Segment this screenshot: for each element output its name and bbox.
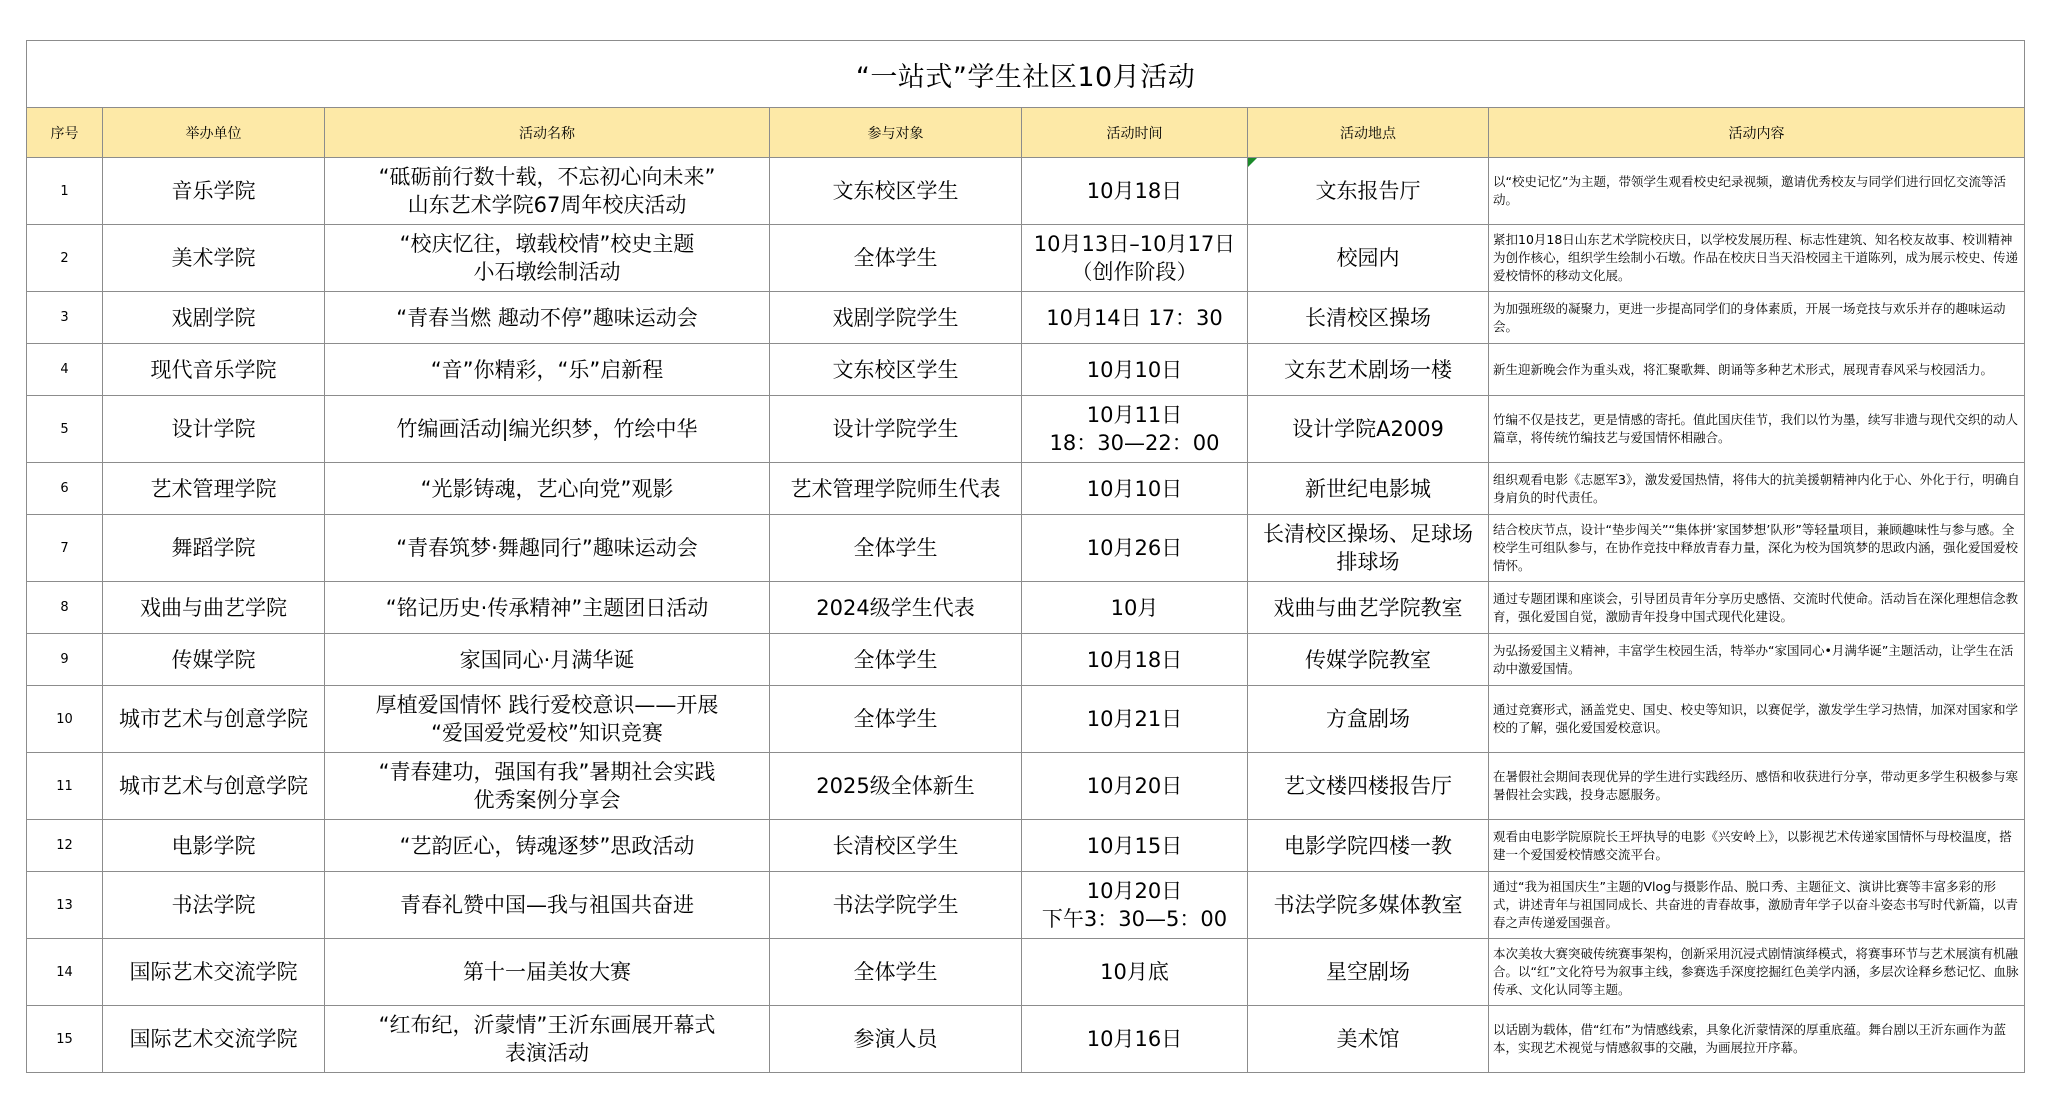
cell-time	[1022, 582, 1248, 634]
table-row	[27, 292, 2025, 344]
cell-content-text: 竹编不仅是技艺，更是情感的寄托。值此国庆佳节，我们以竹为墨，续写非遗与现代交织的动人篇章，将传统竹编技艺与爱国情怀相融合。	[1493, 412, 2019, 445]
table-row	[27, 753, 2025, 820]
cell-time-text: 10月18日	[1086, 647, 1183, 672]
cell-audience	[770, 939, 1022, 1006]
cell-seq	[27, 396, 103, 463]
cell-audience-text: 文东校区学生	[832, 357, 959, 382]
cell-audience	[770, 225, 1022, 292]
cell-time-text: 10月20日 下午3：30—5：00	[1041, 879, 1228, 931]
cell-name	[325, 515, 770, 582]
cell-location-text: 美术馆	[1336, 1027, 1400, 1051]
cell-seq-text: 3	[60, 310, 69, 325]
cell-time-text: 10月10日	[1086, 357, 1183, 382]
cell-audience-text: 全体学生	[853, 647, 938, 672]
table-row	[27, 582, 2025, 634]
cell-name-text: “校庆忆往，墩载校情”校史主题 小石墩绘制活动	[399, 232, 695, 284]
cell-content	[1489, 939, 2025, 1006]
cell-location-text: 文东艺术剧场一楼	[1284, 357, 1452, 382]
cell-audience	[770, 634, 1022, 686]
cell-location	[1248, 292, 1489, 344]
cell-location	[1248, 225, 1489, 292]
cell-org	[103, 686, 325, 753]
cell-org-text: 戏剧学院	[171, 305, 256, 330]
table-row	[27, 939, 2025, 1006]
cell-seq-text: 11	[56, 778, 73, 794]
cell-seq-text: 13	[56, 897, 73, 913]
table-row	[27, 396, 2025, 463]
cell-location-text: 长清校区操场、足球场 排球场	[1263, 522, 1473, 574]
cell-seq-text: 1	[60, 183, 69, 199]
cell-location-text: 戏曲与曲艺学院教室	[1273, 595, 1463, 620]
cell-name-text: “铭记历史·传承精神”主题团日活动	[385, 595, 709, 620]
cell-content	[1489, 158, 2025, 225]
cell-time	[1022, 753, 1248, 820]
cell-seq	[27, 158, 103, 225]
cell-content-text: 结合校庆节点，设计“垫步闯关”“集体拼‘家国梦想’队形”等轻量项目，兼顾趣味性与参与感。全校学生可组队参与，在协作竞技中释放青春力量，深化为校为国筑梦的思政内涵，强化爱国爱校情怀。	[1493, 522, 2019, 573]
cell-location	[1248, 753, 1489, 820]
table-row	[27, 686, 2025, 753]
cell-audience	[770, 1006, 1022, 1073]
cell-org	[103, 872, 325, 939]
cell-seq-text: 7	[60, 540, 69, 556]
cell-name	[325, 582, 770, 634]
cell-org-text: 城市艺术与创意学院	[119, 707, 308, 731]
cell-content-text: 紧扣10月18日山东艺术学院校庆日，以学校发展历程、标志性建筑、知名校友故事、校训精神为创作核心，组织学生绘制小石墩。作品在校庆日当天沿校园主干道陈列，成为展示校史、传递爱校情怀的移动文化展。	[1493, 232, 2019, 283]
cell-time	[1022, 872, 1248, 939]
cell-org	[103, 939, 325, 1006]
cell-time	[1022, 1006, 1248, 1073]
cell-seq-text: 15	[56, 1031, 73, 1047]
cell-location	[1248, 515, 1489, 582]
cell-audience	[770, 820, 1022, 872]
cell-name-text: “光影铸魂，艺心向党”观影	[420, 476, 674, 501]
cell-content-text: 为加强班级的凝聚力，更进一步提高同学们的身体素质，开展一场竞技与欢乐并存的趣味运动会。	[1493, 300, 2006, 334]
cell-audience	[770, 344, 1022, 396]
cell-content	[1489, 344, 2025, 396]
cell-audience	[770, 396, 1022, 463]
cell-time-text: 10月13日–10月17日 （创作阶段）	[1033, 232, 1236, 284]
cell-org	[103, 753, 325, 820]
cell-seq	[27, 634, 103, 686]
cell-seq	[27, 463, 103, 515]
cell-location-text: 校园内	[1336, 246, 1400, 270]
cell-time	[1022, 158, 1248, 225]
cell-time-text: 10月21日	[1086, 707, 1183, 731]
cell-content	[1489, 463, 2025, 515]
cell-org-text: 城市艺术与创意学院	[119, 774, 308, 798]
header-location: 活动地点	[1248, 108, 1489, 158]
cell-org-text: 书法学院	[171, 893, 256, 917]
table-row	[27, 344, 2025, 396]
cell-name-text: “青春建功，强国有我”暑期社会实践 优秀案例分享会	[378, 760, 716, 812]
cell-location-text: 电影学院四楼一教	[1284, 833, 1452, 858]
cell-time	[1022, 396, 1248, 463]
activity-table	[26, 40, 2025, 1073]
cell-content-text: 组织观看电影《志愿军3》，激发爱国热情，将伟大的抗美援朝精神内化于心、外化于行，明确自身肩负的时代责任。	[1493, 471, 2020, 505]
cell-content	[1489, 225, 2025, 292]
cell-time-text: 10月20日	[1086, 774, 1183, 798]
cell-content-text: 观看由电影学院原院长王坪执导的电影《兴安岭上》，以影视艺术传递家国情怀与母校温度，搭建一个爱国爱校情感交流平台。	[1493, 828, 2012, 862]
cell-location	[1248, 582, 1489, 634]
table-row	[27, 225, 2025, 292]
cell-content	[1489, 634, 2025, 686]
cell-name-text: 家国同心·月满华诞	[459, 647, 635, 672]
cell-name	[325, 225, 770, 292]
cell-org	[103, 463, 325, 515]
cell-name	[325, 686, 770, 753]
cell-name	[325, 753, 770, 820]
cell-org	[103, 634, 325, 686]
cell-name-text: 青春礼赞中国—我与祖国共奋进	[400, 893, 694, 917]
cell-org-text: 舞蹈学院	[171, 536, 256, 560]
cell-audience	[770, 463, 1022, 515]
cell-audience-text: 参演人员	[853, 1027, 938, 1051]
cell-time-text: 10月10日	[1086, 476, 1183, 501]
cell-seq	[27, 872, 103, 939]
cell-content	[1489, 515, 2025, 582]
cell-audience-text: 书法学院学生	[832, 893, 959, 917]
cell-time	[1022, 292, 1248, 344]
cell-seq-text: 12	[56, 838, 73, 853]
cell-content-text: 在暑假社会期间表现优异的学生进行实践经历、感悟和收获进行分享，带动更多学生积极参与寒暑假社会实践，投身志愿服务。	[1493, 769, 2019, 802]
cell-org-text: 国际艺术交流学院	[129, 1027, 298, 1051]
cell-name	[325, 158, 770, 225]
cell-audience-text: 全体学生	[853, 536, 938, 560]
cell-content-text: 以话剧为载体，借“红布”为情感线索，具象化沂蒙情深的厚重底蕴。舞台剧以王沂东画作为蓝本，实现艺术视觉与情感叙事的交融，为画展拉开序幕。	[1493, 1022, 2006, 1055]
cell-seq	[27, 939, 103, 1006]
cell-org-text: 戏曲与曲艺学院	[140, 595, 287, 620]
cell-content-text: 本次美妆大赛突破传统赛事架构，创新采用沉浸式剧情演绎模式，将赛事环节与艺术展演有机融合。以“红”文化符号为叙事主线，参赛选手深度挖掘红色美学内涵，多层次诠释乡愁记忆、血脉传承、文化认同等主题。	[1493, 946, 2019, 997]
cell-location-text: 星空剧场	[1326, 960, 1410, 984]
cell-name-text: “砥砺前行数十载，不忘初心向未来” 山东艺术学院67周年校庆活动	[378, 165, 716, 217]
cell-time	[1022, 686, 1248, 753]
cell-org	[103, 225, 325, 292]
cell-content-text: 为弘扬爱国主义精神，丰富学生校园生活，特举办“家国同心•月满华诞”主题活动，让学生在活动中激爱国情。	[1493, 642, 2014, 676]
cell-time-text: 10月26日	[1086, 536, 1183, 560]
cell-org-text: 艺术管理学院	[150, 476, 277, 501]
table-row	[27, 820, 2025, 872]
cell-seq-text: 2	[60, 250, 69, 266]
cell-location	[1248, 820, 1489, 872]
cell-location	[1248, 158, 1489, 225]
cell-org-text: 传媒学院	[171, 647, 256, 672]
cell-audience-text: 全体学生	[853, 707, 938, 731]
cell-time-text: 10月11日 18：30—22：00	[1049, 403, 1220, 455]
cell-content-text: 通过“我为祖国庆生”主题的Vlog与摄影作品、脱口秀、主题征文、演讲比赛等丰富多彩的形式，讲述青年与祖国同成长、共奋进的青春故事，激励青年学子以奋斗姿态书写时代新篇，以青春之声传递爱国强音。	[1493, 879, 2019, 930]
cell-name	[325, 820, 770, 872]
cell-location-text: 书法学院多媒体教室	[1273, 893, 1463, 917]
cell-seq-text: 14	[56, 964, 73, 980]
header-time: 活动时间	[1022, 108, 1248, 158]
cell-org-text: 现代音乐学院	[150, 357, 277, 382]
cell-audience-text: 设计学院学生	[832, 417, 959, 441]
cell-time-text: 10月18日	[1086, 179, 1183, 203]
cell-audience	[770, 158, 1022, 225]
cell-location-text: 艺文楼四楼报告厅	[1284, 774, 1452, 798]
cell-name	[325, 463, 770, 515]
cell-location	[1248, 939, 1489, 1006]
cell-name	[325, 872, 770, 939]
cell-seq	[27, 582, 103, 634]
cell-content	[1489, 1006, 2025, 1073]
cell-content-text: 新生迎新晚会作为重头戏，将汇聚歌舞、朗诵等多种艺术形式，展现青春风采与校园活力。	[1493, 361, 1994, 377]
cell-seq	[27, 344, 103, 396]
comment-marker-icon	[1248, 158, 1257, 167]
cell-audience	[770, 753, 1022, 820]
cell-time	[1022, 820, 1248, 872]
cell-seq-text: 5	[60, 421, 69, 437]
cell-time	[1022, 344, 1248, 396]
table-row	[27, 1006, 2025, 1073]
cell-name-text: “红布纪，沂蒙情”王沂东画展开幕式 表演活动	[378, 1013, 716, 1065]
cell-audience	[770, 582, 1022, 634]
cell-audience	[770, 515, 1022, 582]
cell-seq	[27, 515, 103, 582]
cell-time	[1022, 939, 1248, 1006]
cell-org	[103, 820, 325, 872]
cell-name	[325, 292, 770, 344]
cell-seq	[27, 292, 103, 344]
cell-seq-text: 4	[60, 362, 69, 377]
cell-audience-text: 全体学生	[853, 960, 938, 984]
cell-content	[1489, 820, 2025, 872]
cell-content	[1489, 582, 2025, 634]
cell-seq	[27, 1006, 103, 1073]
cell-content-text: 通过专题团课和座谈会，引导团员青年分享历史感悟、交流时代使命。活动旨在深化理想信念教育，强化爱国自觉，激励青年投身中国式现代化建设。	[1493, 590, 2019, 624]
cell-location-text: 新世纪电影城	[1305, 476, 1431, 501]
cell-location-text: 文东报告厅	[1315, 179, 1421, 203]
cell-audience-text: 长清校区学生	[832, 833, 959, 858]
table-row	[27, 463, 2025, 515]
cell-org-text: 美术学院	[171, 246, 256, 270]
cell-seq-text: 9	[60, 652, 69, 667]
cell-audience-text: 2025级全体新生	[816, 774, 975, 798]
cell-org	[103, 344, 325, 396]
cell-time	[1022, 225, 1248, 292]
cell-org	[103, 158, 325, 225]
cell-location	[1248, 396, 1489, 463]
table-row	[27, 872, 2025, 939]
cell-audience-text: 2024级学生代表	[816, 595, 975, 620]
table-row	[27, 634, 2025, 686]
header-name: 活动名称	[325, 108, 770, 158]
cell-org	[103, 582, 325, 634]
cell-seq	[27, 820, 103, 872]
cell-name-text: “青春当燃 趣动不停”趣味运动会	[396, 305, 698, 330]
cell-content	[1489, 686, 2025, 753]
table-title: “一站式”学生社区10月活动	[27, 41, 2025, 108]
cell-name	[325, 939, 770, 1006]
cell-org	[103, 515, 325, 582]
cell-time	[1022, 515, 1248, 582]
cell-content	[1489, 872, 2025, 939]
cell-audience-text: 文东校区学生	[832, 179, 959, 203]
cell-location-text: 长清校区操场	[1305, 305, 1431, 330]
cell-content	[1489, 753, 2025, 820]
cell-audience-text: 戏剧学院学生	[832, 305, 959, 330]
cell-seq	[27, 225, 103, 292]
header-audience: 参与对象	[770, 108, 1022, 158]
cell-location-text: 传媒学院教室	[1305, 647, 1431, 672]
cell-location	[1248, 1006, 1489, 1073]
cell-location	[1248, 463, 1489, 515]
cell-org-text: 国际艺术交流学院	[129, 960, 298, 984]
cell-content	[1489, 396, 2025, 463]
cell-time-text: 10月14日 17：30	[1046, 305, 1223, 330]
header-row	[27, 108, 2025, 158]
cell-name-text: “音”你精彩，“乐”启新程	[430, 357, 664, 382]
cell-time-text: 10月16日	[1086, 1027, 1183, 1051]
cell-org-text: 设计学院	[171, 417, 256, 441]
cell-content	[1489, 292, 2025, 344]
cell-name-text: 厚植爱国情怀 践行爱校意识——开展 “爱国爱党爱校”知识竞赛	[375, 693, 719, 745]
cell-time-text: 10月15日	[1086, 833, 1183, 858]
header-org: 举办单位	[103, 108, 325, 158]
cell-name	[325, 344, 770, 396]
header-seq: 序号	[27, 108, 103, 158]
cell-name	[325, 634, 770, 686]
cell-time-text: 10月	[1110, 595, 1159, 620]
cell-audience	[770, 872, 1022, 939]
cell-seq-text: 10	[56, 711, 73, 727]
header-content: 活动内容	[1489, 108, 2025, 158]
cell-content-text: 以“校史记忆”为主题，带领学生观看校史纪录视频，邀请优秀校友与同学们进行回忆交流等活动。	[1493, 174, 2006, 207]
cell-location	[1248, 686, 1489, 753]
cell-audience	[770, 292, 1022, 344]
cell-seq	[27, 753, 103, 820]
cell-location	[1248, 344, 1489, 396]
cell-location-text: 设计学院A2009	[1292, 417, 1444, 441]
cell-name-text: “艺韵匠心，铸魂逐梦”思政活动	[399, 833, 695, 858]
cell-name-text: 第十一届美妆大赛	[463, 960, 631, 984]
cell-org-text: 电影学院	[171, 833, 256, 858]
cell-org-text: 音乐学院	[171, 179, 256, 203]
cell-name-text: “青春筑梦·舞趣同行”趣味运动会	[396, 536, 698, 560]
cell-seq-text: 6	[60, 481, 69, 496]
cell-audience-text: 全体学生	[853, 246, 938, 270]
cell-org	[103, 396, 325, 463]
cell-audience-text: 艺术管理学院师生代表	[790, 476, 1001, 501]
cell-seq	[27, 686, 103, 753]
cell-time-text: 10月底	[1100, 960, 1169, 984]
cell-name	[325, 1006, 770, 1073]
table-row	[27, 515, 2025, 582]
cell-org	[103, 1006, 325, 1073]
cell-location-text: 方盒剧场	[1326, 707, 1410, 731]
cell-org	[103, 292, 325, 344]
cell-content-text: 通过竞赛形式，涵盖党史、国史、校史等知识，以赛促学，激发学生学习热情，加深对国家和学校的了解，强化爱国爱校意识。	[1493, 702, 2019, 735]
table-row	[27, 158, 2025, 225]
cell-name	[325, 396, 770, 463]
cell-location	[1248, 872, 1489, 939]
cell-name-text: 竹编画活动|编光织梦，竹绘中华	[396, 417, 698, 441]
cell-seq-text: 8	[60, 600, 69, 615]
cell-time	[1022, 463, 1248, 515]
cell-location	[1248, 634, 1489, 686]
cell-audience	[770, 686, 1022, 753]
cell-time	[1022, 634, 1248, 686]
